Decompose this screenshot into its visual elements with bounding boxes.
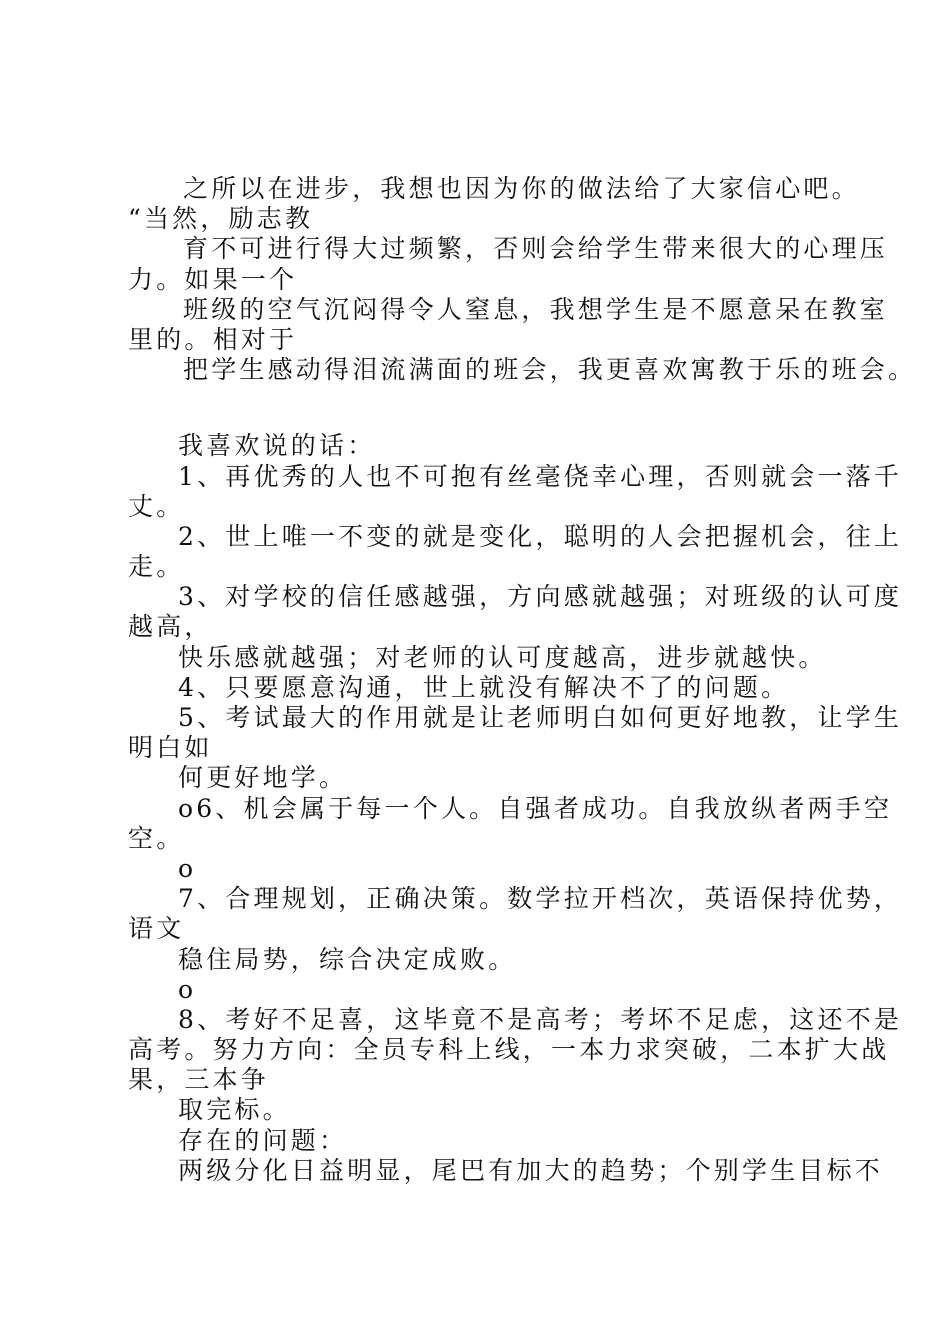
blank-line bbox=[128, 385, 838, 431]
text-line: o bbox=[178, 974, 197, 1004]
text-line: 越高， bbox=[128, 612, 213, 642]
text-line: 8、考好不足喜，这毕竟不是高考；考坏不足虑，这还不是 bbox=[178, 1004, 903, 1034]
text-line: 育不可进行得大过频繁，否则会给学生带来很大的心理压 bbox=[183, 234, 889, 264]
text-line: 果，三本争 bbox=[128, 1065, 270, 1095]
text-line: 稳住局势，综合决定成败。 bbox=[178, 944, 517, 974]
text-line: 1、再优秀的人也不可抱有丝毫侥幸心理，否则就会一落千 bbox=[178, 461, 903, 491]
text-line: 取完标。 bbox=[178, 1095, 291, 1125]
text-line: 7、合理规划，正确决策。数学拉开档次，英语保持优势， bbox=[178, 884, 903, 914]
text-line: 班级的空气沉闷得令人窒息，我想学生是不愿意呆在教室 bbox=[183, 294, 889, 324]
text-line: 何更好地学。 bbox=[178, 763, 348, 793]
text-line: 走。 bbox=[128, 552, 185, 582]
text-line: 3、对学校的信任感越强，方向感就越强；对班级的认可度 bbox=[178, 582, 903, 612]
text-line: “当然，励志教 bbox=[128, 204, 314, 234]
text-line: 语文 bbox=[128, 914, 185, 944]
document-body bbox=[128, 174, 917, 1186]
text-line: 4、只要愿意沟通，世上就没有解决不了的问题。 bbox=[178, 672, 790, 702]
text-line: 里的。相对于 bbox=[128, 324, 298, 354]
text-line: o bbox=[178, 853, 197, 883]
text-line: o6、机会属于每一个人。自强者成功。自我放纵者两手空 bbox=[178, 793, 893, 823]
text-line: 快乐感就越强；对老师的认可度越高，进步就越快。 bbox=[178, 642, 827, 672]
text-line: 2、世上唯一不变的就是变化，聪明的人会把握机会，往上 bbox=[178, 521, 903, 551]
text-line: 存在的问题： bbox=[178, 1125, 348, 1155]
text-line: 力。如果一个 bbox=[128, 264, 298, 294]
text-line: 明白如 bbox=[128, 733, 213, 763]
text-line: 两级分化日益明显，尾巴有加大的趋势；个别学生目标不 bbox=[178, 1155, 884, 1185]
text-line: 把学生感动得泪流满面的班会，我更喜欢寓教于乐的班会。 bbox=[183, 355, 917, 385]
text-line: 我喜欢说的话： bbox=[178, 431, 376, 461]
text-line: 之所以在进步，我想也因为你的做法给了大家信心吧。 bbox=[183, 174, 860, 203]
text-line: 高考。努力方向：全员专科上线，一本力求突破，二本扩大战 bbox=[128, 1035, 890, 1065]
text-line: 丈。 bbox=[128, 491, 185, 521]
text-line: 5、考试最大的作用就是让老师明白如何更好地教，让学生 bbox=[178, 703, 903, 732]
text-line: 空。 bbox=[128, 823, 185, 853]
